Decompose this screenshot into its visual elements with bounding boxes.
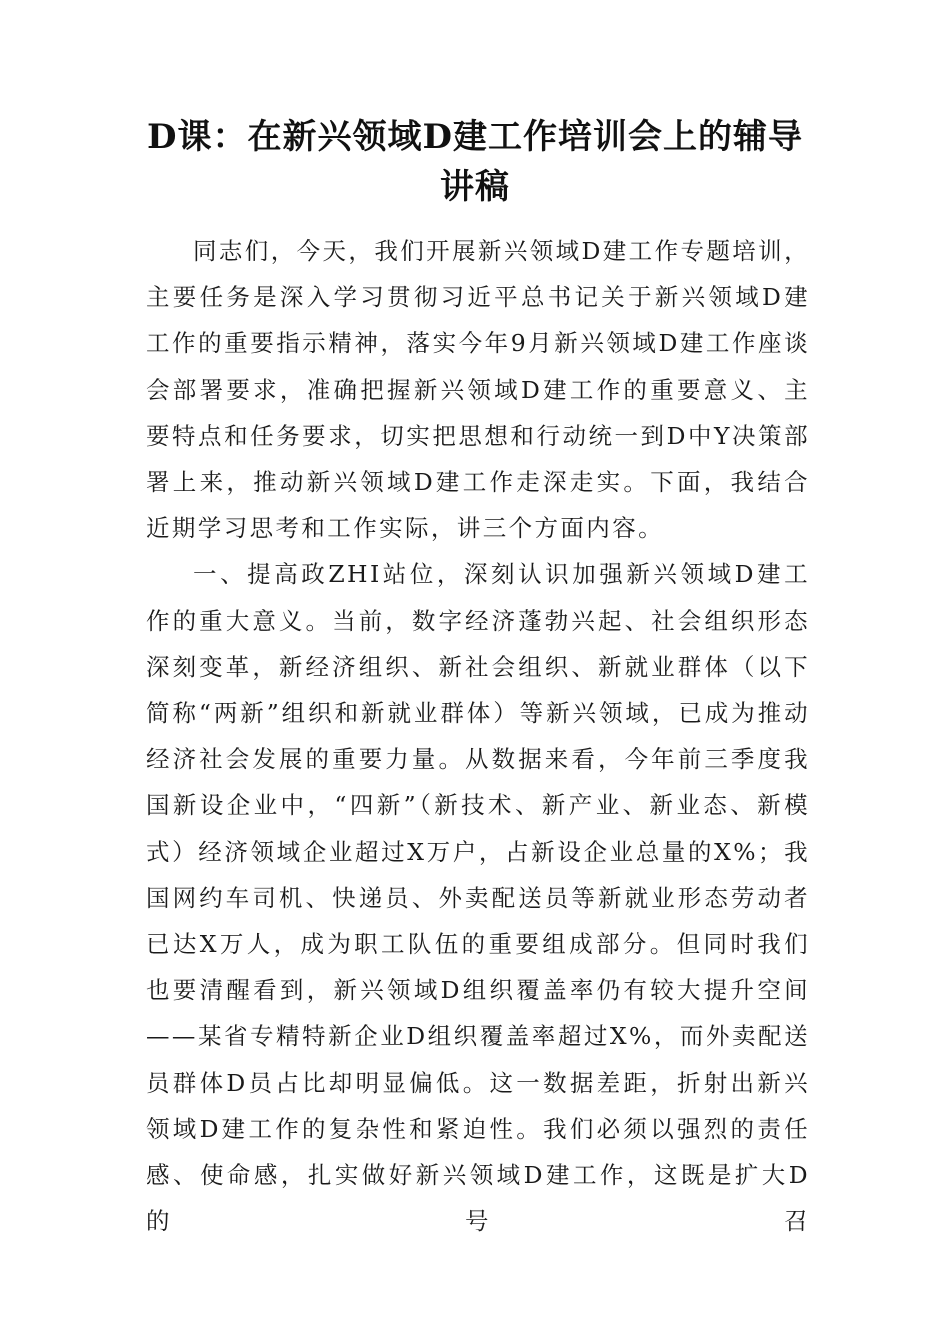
paragraph-section-one: 一、提高政ZHI站位，深刻认识加强新兴领域D建工作的重大意义。当前，数字经济蓬勃兴起、社会组织形态深刻变革，新经济组织、新社会组织、新就业群体（以下简称“两新”组织和新就业群体）等新兴领域，已成为推动经济社会发展的重要力量。从数据来看，今年前三季度我国新设企业中，“四新”（新技术、新产业、新业态、新模式）经济领域企业超过X万户，占新设企业总量的X%；我国网约车司机、快递员、外卖配送员等新就业形态劳动者已达X万人，成为职工队伍的重要组成部分。但同时我们也要清醒看到，新兴领域D组织覆盖率仍有较大提升空间——某省专精特新企业D组织覆盖率超过X%，而外卖配送员群体D员占比却明显偏低。这一数据差距，折射出新兴领域D建工作的复杂性和紧迫性。我们必须以强烈的责任感、使命感，扎实做好新兴领域D建工作，这既是扩大D的号召 <box>146 560 810 1236</box>
paragraph-opening: 同志们，今天，我们开展新兴领域D建工作专题培训，主要任务是深入学习贯彻习近平总书记关于新兴领域D建工作的重要指示精神，落实今年9月新兴领域D建工作座谈会部署要求，准确把握新兴领域D建工作的重要意义、主要特点和任务要求，切实把思想和行动统一到D中Y决策部署上来，推动新兴领域D建工作走深走实。下面，我结合近期学习思考和工作实际，讲三个方面内容。 <box>146 237 810 543</box>
document-title: D课：在新兴领域D建工作培训会上的辅导讲稿 <box>147 117 803 207</box>
document-body <box>146 228 810 1244</box>
